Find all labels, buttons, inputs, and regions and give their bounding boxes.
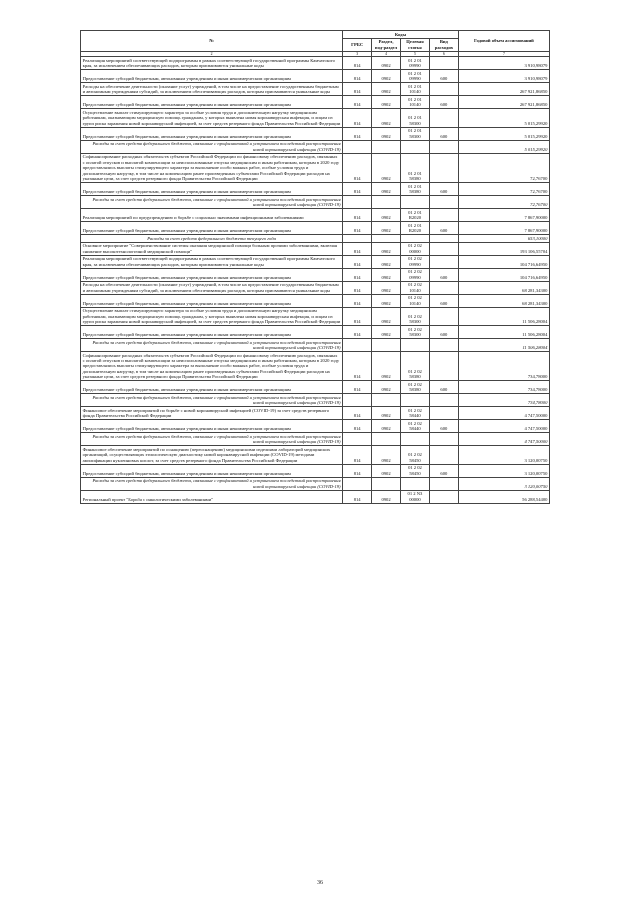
row-grbs: 814 [343, 83, 372, 96]
table-row [81, 268, 550, 281]
row-grbs: 814 [343, 127, 372, 140]
row-name: Софинансирование расходных обязательств субъектов Российской Федерации по финансовому обеспечению расходов, связанных с оплатой отпусков и выплатой компенсации за неиспользованные отпуска медицинским и иным работникам, которым в 2020 году предоставлялись выплаты стимулирующего характера за выполнение особо важных работ, особые условия труда и дополнительную нагрузку, в том числе на компенсацию ранее произведенных субъектами Российской Федерации расходов на указанные цели, за счет средств резервного фонда Правительства Российской Федерации [81, 352, 343, 381]
row-grbs: 814 [343, 255, 372, 268]
row-target: 01 2 01 58380 [401, 153, 430, 182]
row-name: Осуществление выплат стимулирующего характера за особые условия труда и дополнительную нагрузку медицинским работникам, оказывающим медицинскую помощь гражданам, у которых выявлена новая коронавирусная инфекция, и лицам из групп риска заражения новой коронавирусной инфекцией, за счет средств резервного фонда Правительства Российской Федерации [81, 109, 343, 127]
row-grbs [343, 196, 372, 209]
row-name: Предоставление субсидий бюджетным, автономным учреждениям и иным некоммерческим организациям [81, 222, 343, 235]
row-grbs: 814 [343, 70, 372, 83]
column-number: 3 [343, 51, 372, 57]
row-name: Реализация мероприятий соответствующей подпрограммы в рамках соответствующей государственной программы Камчатского края, за исключением обеспечивающих расходов, которым присваиваются уникальные коды [81, 57, 343, 70]
row-section: 0902 [372, 407, 401, 420]
row-section [372, 433, 401, 446]
table-row [81, 127, 550, 140]
row-grbs [343, 339, 372, 352]
row-section: 0902 [372, 83, 401, 96]
row-amount: 267 921,86850 [458, 83, 549, 96]
row-name: Реализация мероприятий соответствующей подпрограммы в рамках соответствующей государственной программы Камчатского края, за исключением обеспечивающих расходов, которым присваиваются уникальные коды [81, 255, 343, 268]
header-row-top [81, 31, 550, 39]
row-vr [429, 57, 458, 70]
note-row [81, 235, 550, 243]
row-amount: 72,76700 [458, 196, 549, 209]
row-section [372, 394, 401, 407]
row-vr [429, 477, 458, 490]
header-target: Целевая статья [401, 38, 430, 51]
header-vr: Вид расходов [429, 38, 458, 51]
row-section: 0902 [372, 242, 401, 255]
row-target: 01 2 02 58300 [401, 326, 430, 339]
row-section: 0902 [372, 209, 401, 222]
row-vr [429, 394, 458, 407]
row-grbs [343, 433, 372, 446]
row-name: Расходы за счет средств федерального бюджета, связанные с профилактикой и устранением последствий распространения новой коронавирусной инфекции (COVID-19) [81, 196, 343, 209]
row-vr [429, 235, 458, 243]
row-grbs: 814 [343, 109, 372, 127]
table-row [81, 255, 550, 268]
row-target: 01 2 01 58300 [401, 109, 430, 127]
table-row [81, 183, 550, 196]
table-row [81, 446, 550, 464]
row-amount: 3 120,00750 [458, 464, 549, 477]
row-amount: 4 747,50000 [458, 420, 549, 433]
note-row [81, 196, 550, 209]
row-amount: 3 910,98079 [458, 70, 549, 83]
row-grbs: 814 [343, 307, 372, 325]
row-target: 01 2 02 58450 [401, 464, 430, 477]
row-amount: 72,76700 [458, 183, 549, 196]
row-target: 01 2 01 R2020 [401, 209, 430, 222]
row-target: 01 2 01 10140 [401, 83, 430, 96]
row-target: 01 2 02 09990 [401, 268, 430, 281]
row-amount: 734,78000 [458, 394, 549, 407]
row-amount: 193 106,55704 [458, 242, 549, 255]
row-vr: 600 [429, 294, 458, 307]
row-amount: 653,10000 [458, 235, 549, 243]
row-name: Предоставление субсидий бюджетным, автономным учреждениям и иным некоммерческим организациям [81, 381, 343, 394]
row-vr [429, 352, 458, 381]
row-vr [429, 433, 458, 446]
note-row [81, 140, 550, 153]
page-number: 36 [317, 880, 323, 886]
row-vr: 600 [429, 420, 458, 433]
row-section: 0902 [372, 96, 401, 109]
note-row [81, 433, 550, 446]
row-amount: 5 015,29920 [458, 109, 549, 127]
row-section: 0902 [372, 281, 401, 294]
row-name: Расходы на обеспечение деятельности (оказание услуг) учреждений, в том числе на предоставление государственным бюджетным и автономным учреждениям субсидий, за исключением обеспечивающих расходов, которым присваиваются уникальные коды [81, 83, 343, 96]
row-name: Осуществление выплат стимулирующего характера за особые условия труда и дополнительную нагрузку медицинским работникам, оказывающим медицинскую помощь гражданам, у которых выявлена новая коронавирусная инфекция, и лицам из групп риска заражения новой коронавирусной инфекцией, за счет средств резервного фонда Правительства Российской Федерации [81, 307, 343, 325]
row-amount: 267 921,86850 [458, 96, 549, 109]
row-name: Предоставление субсидий бюджетным, автономным учреждениям и иным некоммерческим организациям [81, 70, 343, 83]
column-number: 5 [401, 51, 430, 57]
row-name: Предоставление субсидий бюджетным, автономным учреждениям и иным некоммерческим организациям [81, 127, 343, 140]
table-row [81, 222, 550, 235]
row-target [401, 394, 430, 407]
row-amount: 11 506,28004 [458, 339, 549, 352]
row-target [401, 339, 430, 352]
row-name: Региональный проект "Борьба с онкологическими заболеваниями" [81, 490, 343, 503]
row-target [401, 433, 430, 446]
row-grbs [343, 394, 372, 407]
row-name: Расходы за счет средств федерального бюджета, связанные с профилактикой и устранением последствий распространения новой коронавирусной инфекции (COVID-19) [81, 339, 343, 352]
row-amount: 68 281,34300 [458, 294, 549, 307]
header-codes: Коды [343, 31, 459, 39]
row-section: 0902 [372, 294, 401, 307]
row-vr [429, 109, 458, 127]
row-vr [429, 83, 458, 96]
row-grbs: 814 [343, 490, 372, 503]
row-vr [429, 153, 458, 182]
row-grbs: 814 [343, 446, 372, 464]
column-number: 6 [429, 51, 458, 57]
row-amount: 3 910,98079 [458, 57, 549, 70]
row-target: 01 2 01 R2020 [401, 222, 430, 235]
row-section [372, 140, 401, 153]
row-amount: 11 506,28004 [458, 307, 549, 325]
row-name: Расходы за счет средств федерального бюджета, связанные с профилактикой и устранением последствий распространения новой коронавирусной инфекции (COVID-19) [81, 477, 343, 490]
row-amount: 4 747,50000 [458, 407, 549, 420]
header-section: Раздел, под-раздел [372, 38, 401, 51]
row-section: 0902 [372, 352, 401, 381]
table-row [81, 326, 550, 339]
row-target: 01 2 02 10140 [401, 294, 430, 307]
row-amount: 104 716,64950 [458, 268, 549, 281]
row-vr [429, 407, 458, 420]
row-grbs: 814 [343, 381, 372, 394]
row-vr: 600 [429, 183, 458, 196]
row-grbs: 814 [343, 209, 372, 222]
row-vr: 600 [429, 381, 458, 394]
row-name: Предоставление субсидий бюджетным, автономным учреждениям и иным некоммерческим организациям [81, 464, 343, 477]
table-row [81, 242, 550, 255]
row-section: 0902 [372, 307, 401, 325]
row-grbs: 814 [343, 464, 372, 477]
row-vr: 600 [429, 96, 458, 109]
note-row [81, 339, 550, 352]
row-section [372, 477, 401, 490]
table-row [81, 83, 550, 96]
row-grbs: 814 [343, 407, 372, 420]
table-body [81, 51, 550, 503]
row-target: 01 2 01 58300 [401, 127, 430, 140]
row-vr: 600 [429, 326, 458, 339]
row-name: Расходы на обеспечение деятельности (оказание услуг) учреждений, в том числе на предоставление государственным бюджетным и автономным учреждениям субсидий, за исключением обеспечивающих расходов, которым присваиваются уникальные коды [81, 281, 343, 294]
row-vr [429, 140, 458, 153]
row-name: Финансовое обеспечение мероприятий по оснащению (переоснащению) медицинскими изделиями лабораторий медицинских организаций, осуществляющих этиологическую диагностику новой коронавирусной инфекции (COVID-19) методами амплификации нуклеиновых кислот, за счет средств резервного фонда Правительства Российской Федерации [81, 446, 343, 464]
row-grbs: 814 [343, 326, 372, 339]
row-section: 0902 [372, 326, 401, 339]
table-row [81, 96, 550, 109]
row-amount: 104 716,64950 [458, 255, 549, 268]
row-target: 01 2 02 58380 [401, 381, 430, 394]
table-row [81, 281, 550, 294]
row-section [372, 196, 401, 209]
row-grbs: 814 [343, 281, 372, 294]
table-row [81, 57, 550, 70]
row-grbs [343, 140, 372, 153]
row-section: 0902 [372, 490, 401, 503]
row-grbs: 814 [343, 153, 372, 182]
row-section: 0902 [372, 109, 401, 127]
table-row [81, 381, 550, 394]
table-row [81, 490, 550, 503]
row-section: 0902 [372, 381, 401, 394]
row-target [401, 477, 430, 490]
row-target: 01 2 02 58440 [401, 420, 430, 433]
row-vr: 600 [429, 127, 458, 140]
budget-table [80, 30, 550, 504]
row-amount: 734,78000 [458, 352, 549, 381]
header-grbs: ГРБС [343, 38, 372, 51]
row-target [401, 140, 430, 153]
row-name: Софинансирование расходных обязательств субъектов Российской Федерации по финансовому обеспечению расходов, связанных с оплатой отпусков и выплатой компенсации за неиспользованные отпуска медицинским и иным работникам, которым в 2020 году предоставлялись выплаты стимулирующего характера за выполнение особо важных работ, особые условия труда и дополнительную нагрузку, в том числе на компенсацию ранее произведенных субъектами Российской Федерации расходов на указанные цели, за счет средств резервного фонда Правительства Российской Федерации [81, 153, 343, 182]
row-amount: 3 120,00750 [458, 477, 549, 490]
row-name: Реализация мероприятий по предупреждению и борьбе с социально значимыми инфекционными заболеваниями [81, 209, 343, 222]
row-grbs: 814 [343, 242, 372, 255]
row-vr [429, 196, 458, 209]
row-section [372, 339, 401, 352]
note-row [81, 394, 550, 407]
table-row [81, 407, 550, 420]
row-amount: 7 867,90000 [458, 209, 549, 222]
table-row [81, 352, 550, 381]
row-grbs: 814 [343, 420, 372, 433]
column-number: 4 [372, 51, 401, 57]
row-vr [429, 339, 458, 352]
row-section: 0902 [372, 57, 401, 70]
row-name: Предоставление субсидий бюджетным, автономным учреждениям и иным некоммерческим организациям [81, 294, 343, 307]
row-amount: 68 281,34300 [458, 281, 549, 294]
row-grbs: 814 [343, 183, 372, 196]
row-section: 0902 [372, 446, 401, 464]
row-name: Предоставление субсидий бюджетным, автономным учреждениям и иным некоммерческим организациям [81, 420, 343, 433]
row-name: Основное мероприятие "Совершенствование системы оказания медицинской помощи больным прочими заболеваниями, включая снижение высокотехнологичной медицинской помощи" [81, 242, 343, 255]
row-amount: 56 288,54400 [458, 490, 549, 503]
row-target: 01 2 01 58380 [401, 183, 430, 196]
row-vr [429, 209, 458, 222]
row-name: Предоставление субсидий бюджетным, автономным учреждениям и иным некоммерческим организациям [81, 326, 343, 339]
row-target: 01 2 N3 00000 [401, 490, 430, 503]
table-row [81, 209, 550, 222]
table-row [81, 420, 550, 433]
table-row [81, 464, 550, 477]
row-target: 01 2 01 09990 [401, 70, 430, 83]
row-grbs [343, 477, 372, 490]
table-row [81, 109, 550, 127]
row-vr [429, 242, 458, 255]
row-name: Расходы за счет средств федерального бюджета, связанные с профилактикой и устранением последствий распространения новой коронавирусной инфекции (COVID-19) [81, 140, 343, 153]
row-grbs: 814 [343, 268, 372, 281]
row-target: 01 2 02 58440 [401, 407, 430, 420]
row-amount: 5 015,29920 [458, 127, 549, 140]
row-target [401, 196, 430, 209]
row-amount: 734,78000 [458, 381, 549, 394]
row-section: 0902 [372, 153, 401, 182]
row-target: 01 2 02 10140 [401, 281, 430, 294]
row-target [401, 235, 430, 243]
row-section [372, 235, 401, 243]
table-row [81, 153, 550, 182]
row-grbs: 814 [343, 57, 372, 70]
row-target: 01 2 02 58380 [401, 352, 430, 381]
row-vr [429, 490, 458, 503]
row-amount: 7 867,90000 [458, 222, 549, 235]
row-vr: 600 [429, 268, 458, 281]
header-num: № [81, 31, 343, 52]
row-target: 01 2 02 09990 [401, 255, 430, 268]
table-row [81, 294, 550, 307]
row-vr [429, 281, 458, 294]
column-number: 7 [458, 51, 549, 57]
row-amount: 72,76700 [458, 153, 549, 182]
row-section: 0902 [372, 183, 401, 196]
row-section: 0902 [372, 464, 401, 477]
row-section: 0902 [372, 268, 401, 281]
row-name: Предоставление субсидий бюджетным, автономным учреждениям и иным некоммерческим организациям [81, 268, 343, 281]
row-grbs: 814 [343, 222, 372, 235]
column-number: 2 [81, 51, 343, 57]
row-target: 01 2 02 58450 [401, 446, 430, 464]
note-row [81, 477, 550, 490]
row-vr [429, 446, 458, 464]
row-target: 01 2 02 58300 [401, 307, 430, 325]
row-section: 0902 [372, 420, 401, 433]
row-vr: 600 [429, 222, 458, 235]
row-section: 0902 [372, 222, 401, 235]
row-name: Расходы за счет средств федерального бюджета, связанные с профилактикой и устранением последствий распространения новой коронавирусной инфекции (COVID-19) [81, 433, 343, 446]
row-name: Предоставление субсидий бюджетным, автономным учреждениям и иным некоммерческим организациям [81, 183, 343, 196]
row-vr: 600 [429, 70, 458, 83]
row-vr [429, 255, 458, 268]
row-name: Расходы за счет средств федерального бюджета, связанные с профилактикой и устранением последствий распространения новой коронавирусной инфекции (COVID-19) [81, 394, 343, 407]
row-amount: 3 120,00750 [458, 446, 549, 464]
table-row [81, 70, 550, 83]
row-amount: 5 015,29920 [458, 140, 549, 153]
header-amount: Годовой объем ассигнований [458, 31, 549, 52]
row-vr: 600 [429, 464, 458, 477]
row-grbs: 814 [343, 96, 372, 109]
row-amount: 4 747,50000 [458, 433, 549, 446]
row-target: 01 2 01 09990 [401, 57, 430, 70]
row-vr [429, 307, 458, 325]
row-name: Расходы за счет средств федерального бюджета текущего года [81, 235, 343, 243]
row-name: Финансовое обеспечение мероприятий по борьбе с новой коронавирусной инфекцией (COVID-19) за счет средств резервного фонда Правительства Российской Федерации [81, 407, 343, 420]
row-amount: 11 506,28004 [458, 326, 549, 339]
table-row [81, 307, 550, 325]
row-grbs [343, 235, 372, 243]
row-grbs: 814 [343, 352, 372, 381]
row-section: 0902 [372, 70, 401, 83]
row-section: 0902 [372, 255, 401, 268]
row-target: 01 2 02 00000 [401, 242, 430, 255]
row-grbs: 814 [343, 294, 372, 307]
row-name: Предоставление субсидий бюджетным, автономным учреждениям и иным некоммерческим организациям [81, 96, 343, 109]
row-target: 01 2 01 10140 [401, 96, 430, 109]
row-section: 0902 [372, 127, 401, 140]
